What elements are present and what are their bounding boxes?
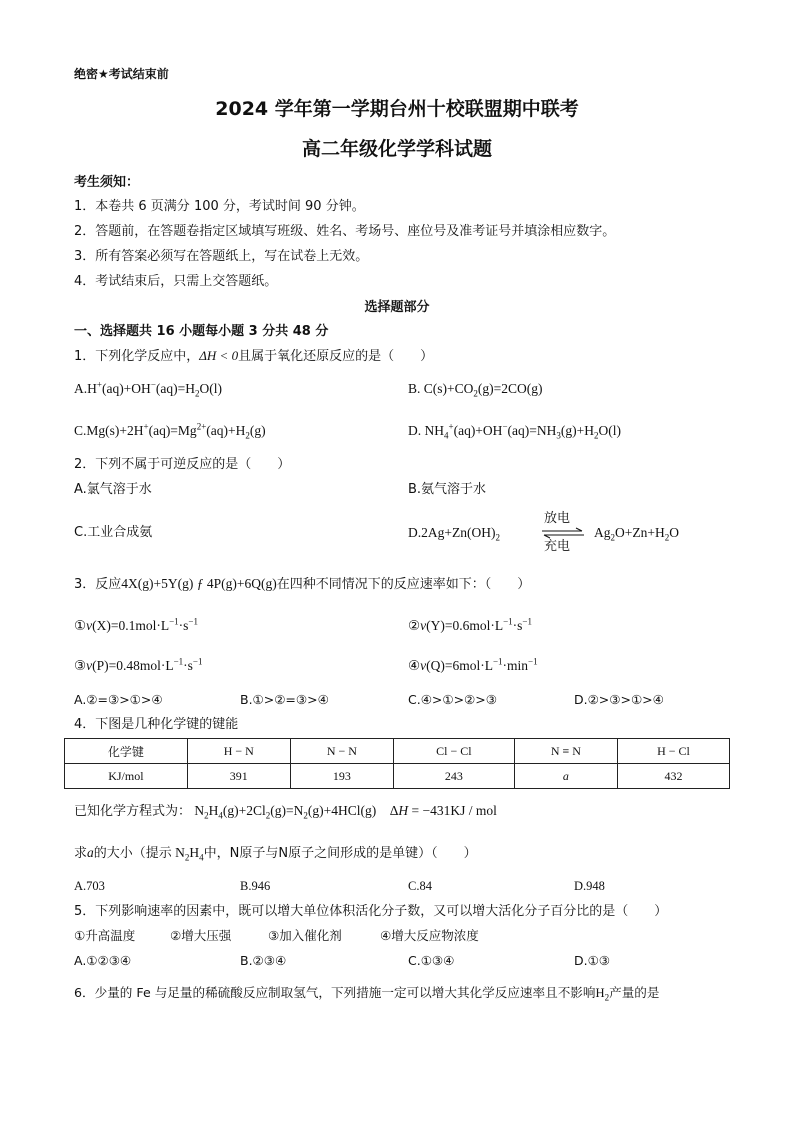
q5-factor: ③加入催化剂 xyxy=(268,928,342,943)
exam-subtitle: 高二年级化学学科试题 xyxy=(301,138,492,160)
table-header-cell: H − Cl xyxy=(617,739,729,764)
q3-rate-1: $①v(X)=0.1mol\cdot L^{-1}\cdot s^{-1}$ xyxy=(74,616,198,633)
reversible-arrow-icon xyxy=(540,527,586,539)
q1-option-a: $A.H^+(aq)+OH^-(aq)=H_2O(l)$ xyxy=(74,379,222,399)
table-cell: 193 xyxy=(290,764,393,789)
q4-stem: 4．下图是几种化学键的键能 xyxy=(74,717,239,732)
q5-factor: ①升高温度 xyxy=(74,928,136,943)
q5-option-c: C.①③④ xyxy=(408,953,455,968)
exam-title: 2024 学年第一学期台州十校联盟期中联考 xyxy=(215,98,579,120)
q2-discharge-label: 放电 xyxy=(544,511,571,526)
q3-option-c: C.④>①>②>③ xyxy=(408,692,497,707)
q5-factor: ②增大压强 xyxy=(170,928,232,943)
q4-option-a: A.703 xyxy=(74,879,105,893)
table-row xyxy=(65,739,730,764)
q1-option-c: $C.Mg(s)+2H^+(aq)=Mg^{2+}(aq)+H_2(g)$ xyxy=(74,421,266,441)
q5-stem: 5．下列影响速率的因素中，既可以增大单位体积活化分子数，又可以增大活化分子百分比的是（ ） xyxy=(74,904,668,919)
part-title: 选择题部分 xyxy=(364,300,430,315)
q1-option-b: B. $C(s)+CO_2(g)=2CO(g)$ xyxy=(408,381,543,399)
q2-option-b: B.氨气溶于水 xyxy=(408,482,487,497)
table-row xyxy=(65,764,730,789)
q5-option-d: D.①③ xyxy=(574,953,611,968)
q2-option-d-left: $D.2Ag+Zn(OH)_2$ xyxy=(408,525,500,543)
notice-item: 3．所有答案必须写在答题纸上，写在试卷上无效。 xyxy=(74,249,369,264)
q3-rate-3: $③v(P)=0.48mol\cdot L^{-1}\cdot s^{-1}$ xyxy=(74,656,203,673)
q3-option-b: B.①>②=③>④ xyxy=(240,692,329,707)
q5-option-a: A.①②③④ xyxy=(74,953,132,968)
q3-rate-2: $②v(Y)=0.6mol\cdot L^{-1}\cdot s^{-1}$ xyxy=(408,616,532,633)
q4-ask: 求a的大小（提示 $N_2H_4$中，N原子与N原子之间形成的是单键）（ ） xyxy=(74,845,477,863)
q2-stem: 2．下列不属于可逆反应的是（ ） xyxy=(74,457,291,472)
q5-factor: ④增大反应物浓度 xyxy=(380,928,479,943)
q3-stem: 3．反应4X(g)+5Y(g) ƒ 4P(g)+6Q(g)在四种不同情况下的反应速率如下：（ ） xyxy=(74,576,531,592)
q2-charge-label: 充电 xyxy=(544,539,571,554)
q2-option-a: A.氯气溶于水 xyxy=(74,482,152,497)
notice-item: 2．答题前，在答题卷指定区域填写班级、姓名、考场号、座位号及准考证号并填涂相应数字。 xyxy=(74,224,616,239)
q3-option-a: A.②=③>①>④ xyxy=(74,692,163,707)
table-cell: KJ/mol xyxy=(65,764,188,789)
table-cell: 243 xyxy=(393,764,514,789)
table-header-cell: Cl − Cl xyxy=(393,739,514,764)
secret-label: 绝密★考试结束前 xyxy=(74,67,169,81)
q4-option-d: D.948 xyxy=(574,879,605,893)
q5-option-b: B.②③④ xyxy=(240,953,287,968)
q4-option-c: C.84 xyxy=(408,879,432,893)
table-header-cell: 化学键 xyxy=(65,739,188,764)
table-header-cell: N ≡ N xyxy=(514,739,617,764)
table-cell: 432 xyxy=(617,764,729,789)
q4-equation: 已知化学方程式为： $N_2H_4(g)+2Cl_2(g)=N_2(g)+4HCl(g)$ ΔH = −431KJ / mol xyxy=(74,803,497,821)
table-header-cell: N − N xyxy=(290,739,393,764)
q2-option-c: C.工业合成氨 xyxy=(74,525,153,540)
notice-heading: 考生须知： xyxy=(74,175,140,190)
q4-option-b: B.946 xyxy=(240,879,271,893)
bond-energy-table xyxy=(64,738,730,789)
table-cell: 391 xyxy=(187,764,290,789)
section-heading: 一、选择题共 16 小题每小题 3 分共 48 分 xyxy=(74,324,329,339)
q6-stem: 6．少量的 Fe 与足量的稀硫酸反应制取氢气，下列措施一定可以增大其化学反应速率且不影响$H_2$产量的是 xyxy=(74,985,660,1003)
q3-option-d: D.②>③>①>④ xyxy=(574,692,664,707)
notice-item: 1．本卷共 6 页满分 100 分，考试时间 90 分钟。 xyxy=(74,199,365,214)
q3-rate-4: $④v(Q)=6mol\cdot L^{-1}\cdot\min^{-1}$ xyxy=(408,656,538,673)
q1-stem: 1．下列化学反应中，ΔH < 0且属于氧化还原反应的是（ ） xyxy=(74,348,434,364)
table-header-cell: H − N xyxy=(187,739,290,764)
q1-option-d: D. $NH_4^+(aq)+OH^-(aq)=NH_3(g)+H_2O(l)$ xyxy=(408,421,621,441)
q2-option-d-right: $Ag_2O+Zn+H_2O$ xyxy=(594,525,679,543)
notice-item: 4．考试结束后，只需上交答题纸。 xyxy=(74,274,278,289)
table-cell: a xyxy=(514,764,617,789)
